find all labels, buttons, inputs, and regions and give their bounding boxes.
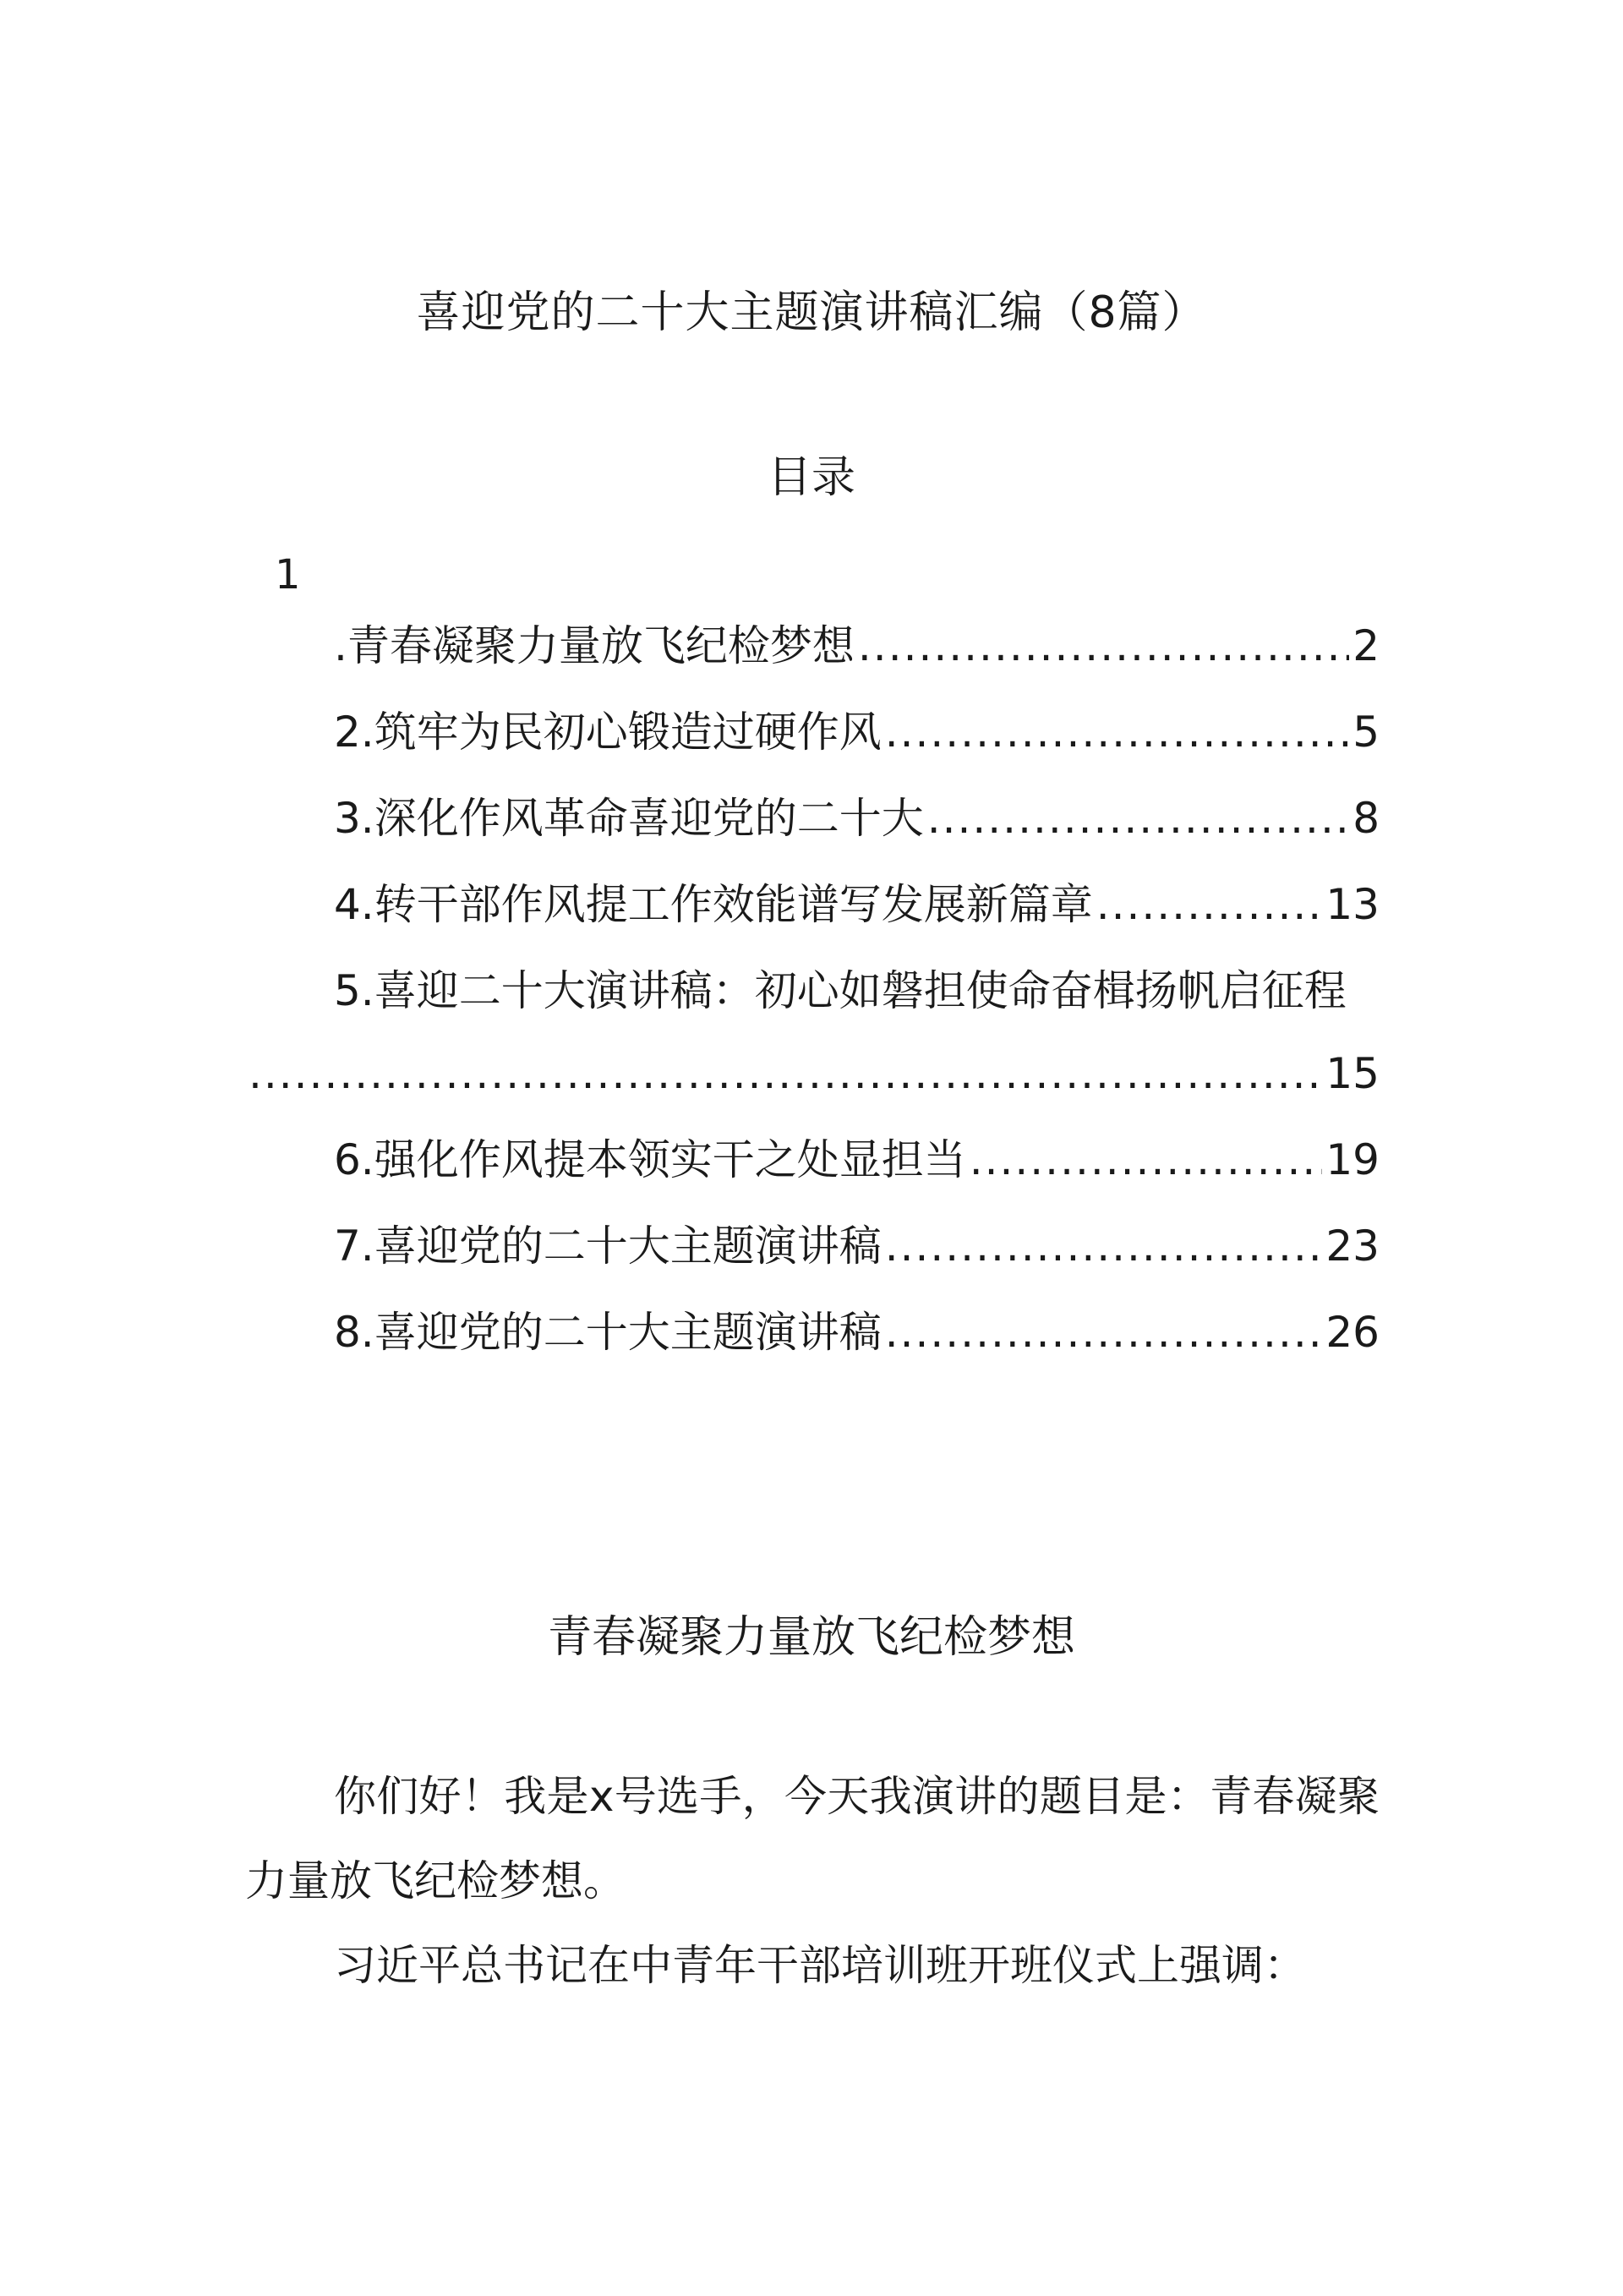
toc-entry[interactable] xyxy=(245,617,1380,675)
toc-leader-dots xyxy=(970,1131,1323,1189)
toc-entry[interactable] xyxy=(245,1131,1380,1189)
toc-leader-dots xyxy=(927,790,1349,847)
toc-leader-dots xyxy=(1096,876,1323,933)
toc-entry-title: 7.喜迎党的二十大主题演讲稿 xyxy=(334,1222,882,1271)
table-of-contents xyxy=(245,617,1380,1390)
toc-entry[interactable] xyxy=(245,1217,1380,1275)
toc-entry-title: 3.深化作风革命喜迎党的二十大 xyxy=(334,794,924,843)
toc-entry-title: 8.喜迎党的二十大主题演讲稿 xyxy=(334,1308,882,1357)
toc-entry-page: 13 xyxy=(1325,880,1380,929)
toc-entry[interactable] xyxy=(245,1304,1380,1361)
section-title: 青春凝聚力量放飞纪检梦想 xyxy=(547,1612,1075,1663)
toc-entry-title: 2.筑牢为民初心锻造过硬作风 xyxy=(334,708,882,757)
toc-entry-page: 23 xyxy=(1325,1222,1380,1271)
toc-leader-dots xyxy=(249,1045,1322,1102)
toc-leader-dots xyxy=(885,703,1349,761)
paragraph: 你们好！我是x号选手，今天我演讲的题目是：青春凝聚力量放飞纪检梦想。 xyxy=(245,1772,1380,1905)
document-title: 喜迎党的二十大主题演讲稿汇编（8篇） xyxy=(416,287,1207,338)
toc-entry[interactable] xyxy=(245,790,1380,847)
toc-entry-page: 2 xyxy=(1352,621,1380,670)
toc-entry-page: 5 xyxy=(1352,708,1380,757)
toc-heading: 目录 xyxy=(767,452,855,503)
toc-leader-dots xyxy=(885,1217,1323,1275)
toc-entry-page: 26 xyxy=(1325,1308,1380,1357)
toc-entry-title: 6.强化作风提本领实干之处显担当 xyxy=(334,1135,966,1184)
body-text xyxy=(245,1754,1380,2008)
toc-lead-number: 1 xyxy=(275,551,301,599)
toc-entry[interactable] xyxy=(245,703,1380,761)
toc-leader-dots xyxy=(885,1304,1323,1361)
toc-entry-page: 19 xyxy=(1325,1135,1380,1184)
toc-entry-title: 5.喜迎二十大演讲稿：初心如磐担使命奋楫扬帆启征程 xyxy=(334,966,1347,1015)
toc-entry-page: 8 xyxy=(1352,794,1380,843)
toc-entry-title: 4.转干部作风提工作效能谱写发展新篇章 xyxy=(334,880,1093,929)
toc-entry[interactable] xyxy=(245,962,1380,1102)
paragraph: 习近平总书记在中青年干部培训班开班仪式上强调： xyxy=(334,1941,1306,1990)
toc-entry-page: 15 xyxy=(1325,1049,1380,1098)
toc-leader-dots xyxy=(858,617,1349,675)
toc-entry[interactable] xyxy=(245,876,1380,933)
toc-entry-title: .青春凝聚力量放飞纪检梦想 xyxy=(334,621,855,670)
